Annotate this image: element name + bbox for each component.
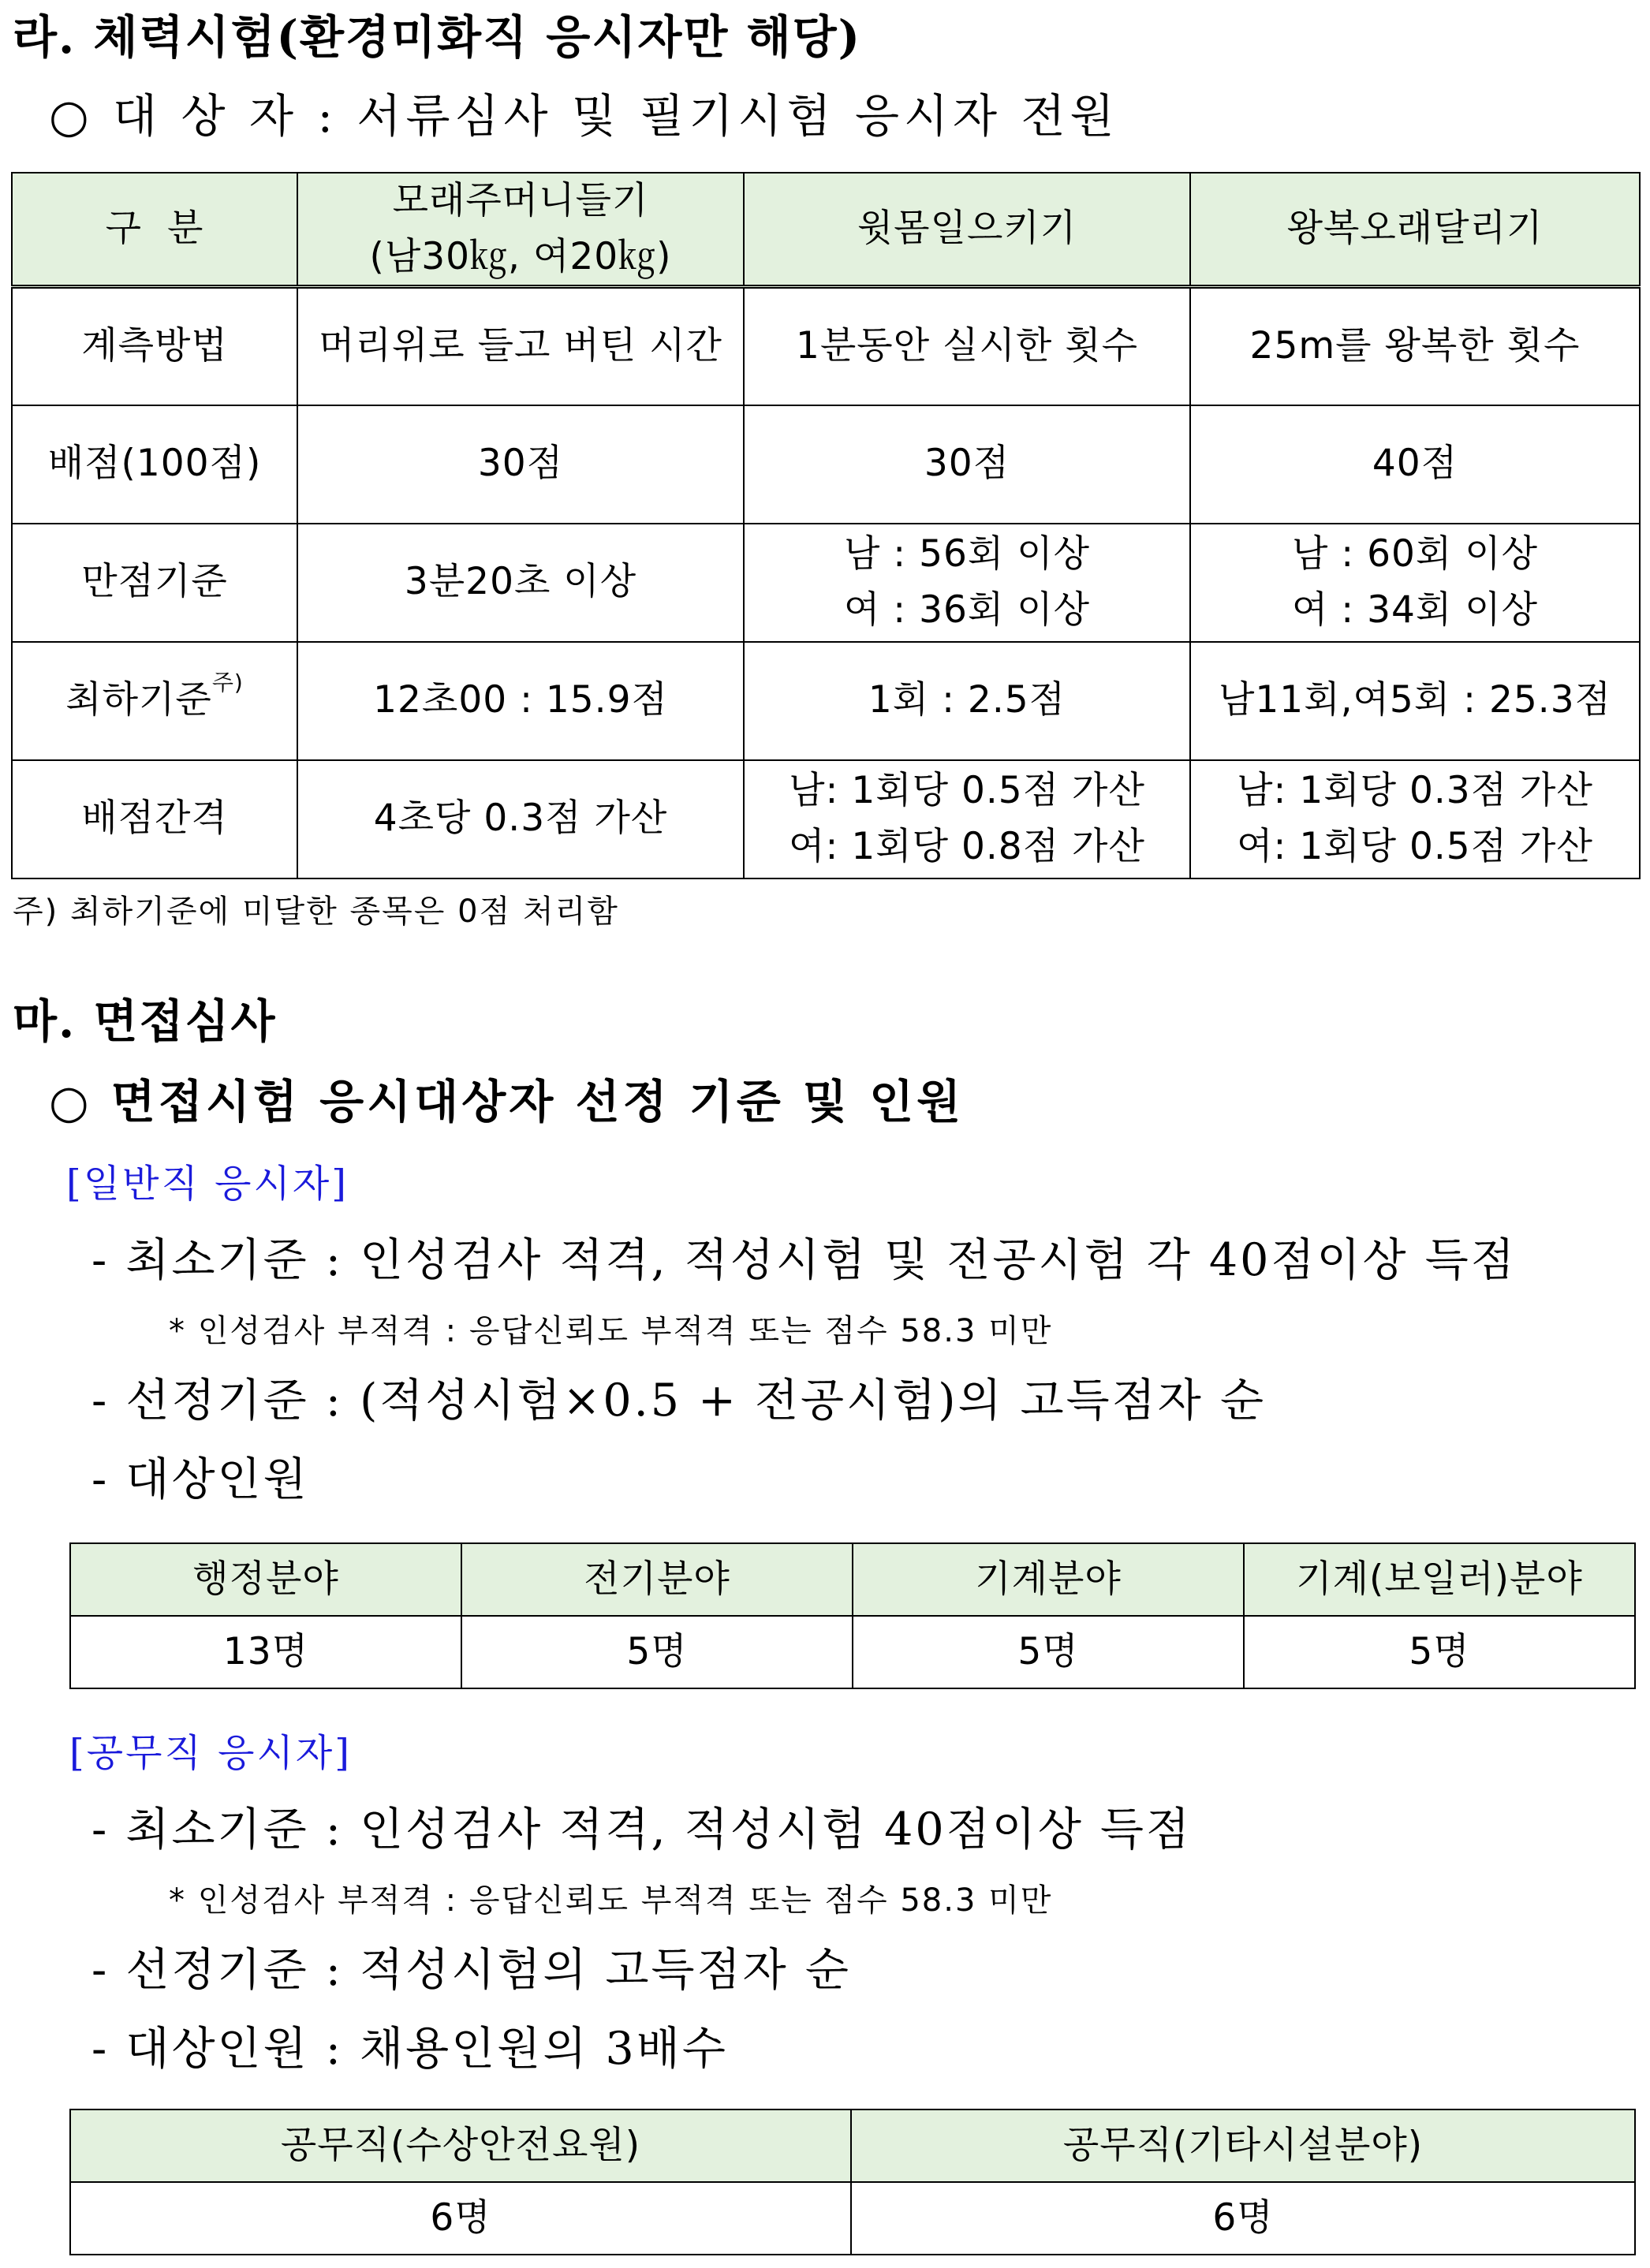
table-cell: 6명 xyxy=(851,2182,1635,2255)
header-sandbag: 모래주머니들기 (남30㎏, 여20㎏) xyxy=(297,173,744,287)
table-row xyxy=(12,524,1640,642)
table-cell: 30점 xyxy=(297,405,744,524)
table-cell: 5명 xyxy=(853,1616,1244,1688)
header-admin: 행정분야 xyxy=(70,1543,461,1616)
table-cell: 4초당 0.3점 가산 xyxy=(297,760,744,878)
footnote-marker: 주) xyxy=(211,670,244,696)
table-cell: 40점 xyxy=(1190,405,1640,524)
table-cell: 1회 : 2.5점 xyxy=(744,642,1190,760)
public-headcount-value-row xyxy=(70,2182,1635,2255)
public-headcount: - 대상인원 : 채용인원의 3배수 xyxy=(91,2023,728,2075)
table-cell: 6명 xyxy=(70,2182,851,2255)
table-row xyxy=(12,642,1640,760)
target-line: ○ 대 상 자 : 서류심사 및 필기시험 응시자 전원 xyxy=(49,89,1119,143)
fitness-test-table xyxy=(11,172,1641,879)
header-shuttle-run: 왕복오래달리기 xyxy=(1190,173,1640,287)
table-cell: 13명 xyxy=(70,1616,461,1688)
table-cell: 머리위로 들고 버틴 시간 xyxy=(297,287,744,405)
header-situp: 윗몸일으키기 xyxy=(744,173,1190,287)
public-min-criteria: - 최소기준 : 인성검사 적격, 적성시험 40점이상 득점 xyxy=(91,1804,1193,1856)
general-selection: - 선정기준 : (적성시험×0.5 + 전공시험)의 고득점자 순 xyxy=(91,1375,1267,1427)
general-headcount-table xyxy=(69,1542,1636,1689)
general-min-criteria: - 최소기준 : 인성검사 적격, 적성시험 및 전공시험 각 40점이상 득점 xyxy=(91,1234,1517,1286)
table-cell: 5명 xyxy=(1244,1616,1635,1688)
header-mechanical: 기계분야 xyxy=(853,1543,1244,1616)
table-cell: 남: 1회당 0.3점 가산 여: 1회당 0.5점 가산 xyxy=(1190,760,1640,878)
header-category: 구 분 xyxy=(12,173,297,287)
table-cell: 1분동안 실시한 횟수 xyxy=(744,287,1190,405)
table-cell: 남 : 56회 이상 여 : 36회 이상 xyxy=(744,524,1190,642)
table-row xyxy=(12,287,1640,405)
public-applicant-label: [공무직 응시자] xyxy=(69,1731,352,1775)
table-cell: 5명 xyxy=(461,1616,853,1688)
footnote: 주) 최하기준에 미달한 종목은 0점 처리함 xyxy=(13,893,619,930)
table-cell: 25m를 왕복한 횟수 xyxy=(1190,287,1640,405)
row-label: 계측방법 xyxy=(12,287,297,405)
interview-sub-heading: ○ 면접시험 응시대상자 선정 기준 및 인원 xyxy=(49,1075,965,1128)
header-boiler: 기계(보일러)분야 xyxy=(1244,1543,1635,1616)
table-row xyxy=(12,760,1640,878)
general-headcount-header-row xyxy=(70,1543,1635,1616)
public-headcount-header-row xyxy=(70,2109,1635,2182)
section-ma-heading: 마. 면접심사 xyxy=(13,994,277,1048)
table-cell: 남11회,여5회 : 25.3점 xyxy=(1190,642,1640,760)
general-note: * 인성검사 부적격 : 응답신뢰도 부적격 또는 점수 58.3 미만 xyxy=(169,1313,1053,1349)
table-row xyxy=(12,405,1640,524)
table-cell: 30점 xyxy=(744,405,1190,524)
header-lifeguard: 공무직(수상안전요원) xyxy=(70,2109,851,2182)
general-headcount: - 대상인원 xyxy=(91,1453,309,1505)
fitness-header-row xyxy=(12,173,1640,287)
table-cell: 12초00 : 15.9점 xyxy=(297,642,744,760)
row-label: 배점간격 xyxy=(12,760,297,878)
row-label: 최하기준$^{주)}$ xyxy=(12,642,297,760)
general-applicant-label: [일반직 응시자] xyxy=(66,1162,349,1206)
header-electric: 전기분야 xyxy=(461,1543,853,1616)
public-headcount-table xyxy=(69,2109,1636,2255)
table-cell: 3분20초 이상 xyxy=(297,524,744,642)
table-cell: 남: 1회당 0.5점 가산 여: 1회당 0.8점 가산 xyxy=(744,760,1190,878)
row-label: 만점기준 xyxy=(12,524,297,642)
table-cell: 남 : 60회 이상 여 : 34회 이상 xyxy=(1190,524,1640,642)
public-selection: - 선정기준 : 적성시험의 고득점자 순 xyxy=(91,1944,851,1996)
row-label: 배점(100점) xyxy=(12,405,297,524)
section-ra-heading: 라. 체력시험(환경미화직 응시자만 해당) xyxy=(13,10,862,64)
header-other-facility: 공무직(기타시설분야) xyxy=(851,2109,1635,2182)
public-note: * 인성검사 부적격 : 응답신뢰도 부적격 또는 점수 58.3 미만 xyxy=(169,1882,1053,1919)
general-headcount-value-row xyxy=(70,1616,1635,1688)
